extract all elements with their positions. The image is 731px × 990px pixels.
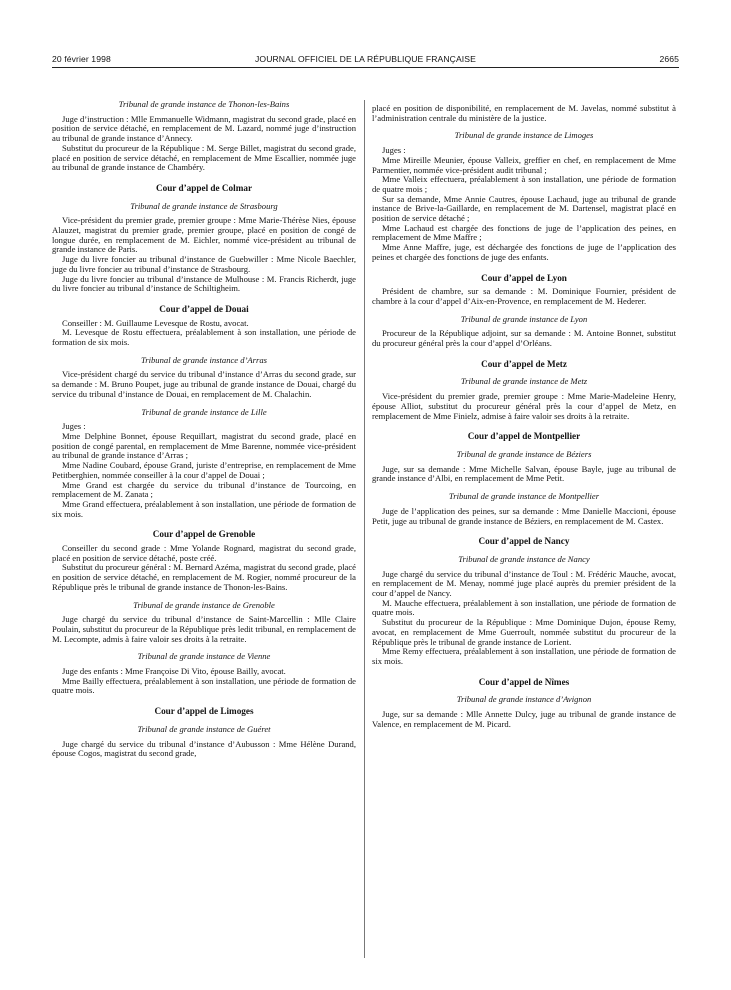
- paragraph: Juge du livre foncier au tribunal d’instance de Guebwiller : Mme Nicole Baechler, juge du livre foncier au tribunal d’instance de Strasbourg.: [52, 254, 356, 274]
- section-heading: Cour d’appel de Nancy: [478, 536, 570, 547]
- paragraph: Vice-président du premier grade, premier groupe : Mme Marie-Thérèse Nies, épouse Alauzet, magistrat du premier grade, premier groupe, placé en position de congé de longue durée, en remplacement de M. Eichler, nommé vice-président au tribunal de grande instance de Paris.: [52, 215, 356, 255]
- subsection-heading: Tribunal de grande instance de Thonon-les-Bains: [118, 99, 290, 109]
- paragraph: Mme Lachaud est chargée des fonctions de juge de l’application des peines, en remplacement de Mme Maffre ;: [372, 222, 676, 243]
- column-divider: [364, 100, 365, 958]
- paragraph: Mme Bailly effectuera, préalablement à son installation, une période de formation de quatre mois.: [52, 675, 356, 696]
- section-heading: Cour d’appel de Montpellier: [467, 431, 581, 442]
- subsection-heading: Tribunal de grande instance de Béziers: [456, 448, 592, 459]
- paragraph: Mme Grand effectuera, préalablement à son installation, une période de formation de six mois.: [52, 498, 356, 519]
- subsection-heading: Tribunal de grande instance de Montpellier: [448, 491, 600, 502]
- paragraph: Juge d’instruction : Mlle Emmanuelle Widmann, magistrat du second grade, placé en position de service détaché, en remplacement de M. Lazard, nommé juge d’instruction au tribunal de grande instance d’Annecy.: [52, 113, 356, 144]
- section-heading: Cour d’appel de Lyon: [481, 272, 567, 283]
- subsection-heading: Tribunal de grande instance d’Arras: [140, 354, 268, 365]
- section-heading: Cour d’appel de Colmar: [155, 182, 253, 193]
- section-heading: Cour d’appel de Douai: [159, 303, 249, 314]
- paragraph: Mme Nadine Coubard, épouse Grand, juriste d’entreprise, en remplacement de Mme Petitberghien, nommée conseiller à la cour d’appel de Douai ;: [52, 460, 356, 480]
- paragraph: Juges :: [382, 145, 406, 156]
- paragraph: Mme Mireille Meunier, épouse Valleix, greffier en chef, en remplacement de Mme Parmentier, nommée vice-président audit tribunal ;: [372, 154, 676, 175]
- subsection-heading: Tribunal de grande instance de Lille: [141, 406, 267, 417]
- header-page-number: 2665: [659, 54, 679, 64]
- subsection-heading: Tribunal de grande instance de Nancy: [458, 553, 590, 564]
- header-rule: [52, 67, 679, 68]
- paragraph: Juge chargé du service du tribunal d’instance d’Aubusson : Mme Hélène Durand, épouse Cogos, magistrat du second grade,: [52, 738, 356, 759]
- paragraph: Juge du livre foncier au tribunal d’instance de Mulhouse : M. Francis Richerdt, juge du livre foncier au tribunal d’instance de Schiltigheim.: [52, 273, 356, 294]
- subsection-heading: Tribunal de grande instance de Guéret: [137, 723, 271, 734]
- subsection-heading: Tribunal de grande instance de Strasbourg: [130, 200, 278, 211]
- paragraph: placé en position de disponibilité, en remplacement de M. Javelas, nommé substitut à l’administration centrale du ministère de la justice.: [372, 103, 676, 123]
- paragraph: M. Levesque de Rostu effectuera, préalablement à son installation, une période de formation de six mois.: [52, 327, 356, 348]
- paragraph: Substitut du procureur général : M. Bernard Azéma, magistrat du second grade, placé en position de service détaché, en remplacement de M. Rogier, nommé procureur de la République près le tribunal de grande instance de Thonon-les-Bains.: [52, 562, 356, 592]
- paragraph: Mme Valleix effectuera, préalablement à son installation, une période de formation de quatre mois ;: [372, 174, 676, 194]
- paragraph: Vice-président chargé du service du tribunal d’instance d’Arras du second grade, sur sa demande : M. Bruno Poupet, juge au tribunal de grande instance de Douai, chargé du service du tribunal d’instance de Douai, en remplacement de M. Chalachin.: [52, 369, 356, 399]
- subsection-heading: Tribunal de grande instance de Vienne: [137, 651, 271, 662]
- paragraph: Conseiller du second grade : Mme Yolande Rognard, magistrat du second grade, placé en position de service détaché, poste créé.: [52, 543, 356, 563]
- paragraph: Vice-président du premier grade, premier groupe : Mme Marie-Madeleine Henry, épouse Alliot, substitut du procureur général près la cour d’appel de Metz, en remplacement de Mme Finielz, admise à faire valoir ses droits à la retraite.: [372, 391, 676, 421]
- paragraph: Substitut du procureur de la République : M. Serge Billet, magistrat du second grade, placé en position de service détaché, en remplacement de Mme Escallier, nommée juge au tribunal de grande instance de Chambéry.: [52, 142, 356, 173]
- paragraph: Substitut du procureur de la République : Mme Dominique Dujon, épouse Remy, avocat, en remplacement de Mme Guerroult, nommée substitut du procureur de la République près le tribunal de grande instance de Lorient.: [372, 617, 676, 647]
- paragraph: Juge chargé du service du tribunal d’instance de Toul : M. Frédéric Mauche, avocat, en remplacement de M. Menay, nommé juge placé auprès du premier président de la cour d’appel de Nancy.: [372, 568, 676, 599]
- paragraph: Mme Anne Maffre, juge, est déchargée des fonctions de juge de l’application des peines et chargée des fonctions de juge des enfants.: [372, 242, 676, 262]
- paragraph: Mme Remy effectuera, préalablement à son installation, une période de formation de six mois.: [372, 646, 676, 666]
- subsection-heading: Tribunal de grande instance de Grenoble: [133, 599, 275, 610]
- paragraph: Juge, sur sa demande : Mlle Annette Dulcy, juge au tribunal de grande instance de Valence, en remplacement de M. Picard.: [372, 709, 676, 729]
- paragraph: M. Mauche effectuera, préalablement à son installation, une période de formation de quatre mois.: [372, 597, 676, 618]
- header-date: 20 février 1998: [52, 54, 111, 64]
- header-title: JOURNAL OFFICIEL DE LA RÉPUBLIQUE FRANÇAISE: [255, 54, 476, 64]
- paragraph: Mme Delphine Bonnet, épouse Requillart, magistrat du second grade, placé en position de congé parental, en remplacement de Mme Barenne, nommée vice-président au tribunal de grande instance d’Arras ;: [52, 430, 356, 461]
- paragraph: Sur sa demande, Mme Annie Cautres, épouse Lachaud, juge au tribunal de grande instance de Brive-la-Gaillarde, en remplacement de M. Dartensel, magistrat placé en position de service détaché ;: [372, 193, 676, 224]
- section-heading: Cour d’appel de Grenoble: [152, 529, 256, 540]
- subsection-heading: Tribunal de grande instance de Lyon: [460, 313, 588, 324]
- paragraph: Mme Grand est chargée du service du tribunal d’instance de Tourcoing, en remplacement de M. Zanata ;: [52, 479, 356, 500]
- paragraph: Juge, sur sa demande : Mme Michelle Salvan, épouse Bayle, juge au tribunal de grande instance d’Albi, en remplacement de Mme Petit.: [372, 463, 676, 484]
- paragraph: Président de chambre, sur sa demande : M. Dominique Fournier, président de chambre à la cour d’appel d’Aix-en-Provence, en remplacement de M. Hederer.: [372, 286, 676, 306]
- section-heading: Cour d’appel de Limoges: [154, 706, 254, 717]
- paragraph: Conseiller : M. Guillaume Levesque de Rostu, avocat.: [62, 317, 249, 328]
- right-column: [372, 104, 676, 729]
- section-heading: Cour d’appel de Nîmes: [478, 676, 570, 687]
- subsection-heading: Tribunal de grande instance de Limoges: [454, 130, 594, 141]
- left-column: [52, 100, 356, 759]
- paragraph: Procureur de la République adjoint, sur sa demande : M. Antoine Bonnet, substitut du procureur général près la cour d’appel d’Orléans.: [372, 328, 676, 349]
- subsection-heading: Tribunal de grande instance d’Avignon: [456, 694, 592, 705]
- paragraph: Juge de l’application des peines, sur sa demande : Mme Danielle Maccioni, épouse Petit, juge au tribunal de grande instance de Béziers, en remplacement de M. Castex.: [372, 505, 676, 526]
- paragraph: Juges :: [62, 421, 86, 432]
- paragraph: Juge des enfants : Mme Françoise Di Vito, épouse Bailly, avocat.: [62, 666, 286, 677]
- subsection-heading: Tribunal de grande instance de Metz: [460, 376, 588, 387]
- section-heading: Cour d’appel de Metz: [481, 358, 567, 369]
- paragraph: Juge chargé du service du tribunal d’instance de Saint-Marcellin : Mlle Claire Poulain, substitut du procureur de la République près ledit tribunal, en remplacement de M. Lecompte, admis à faire valoir ses droits à la retraite.: [52, 614, 356, 644]
